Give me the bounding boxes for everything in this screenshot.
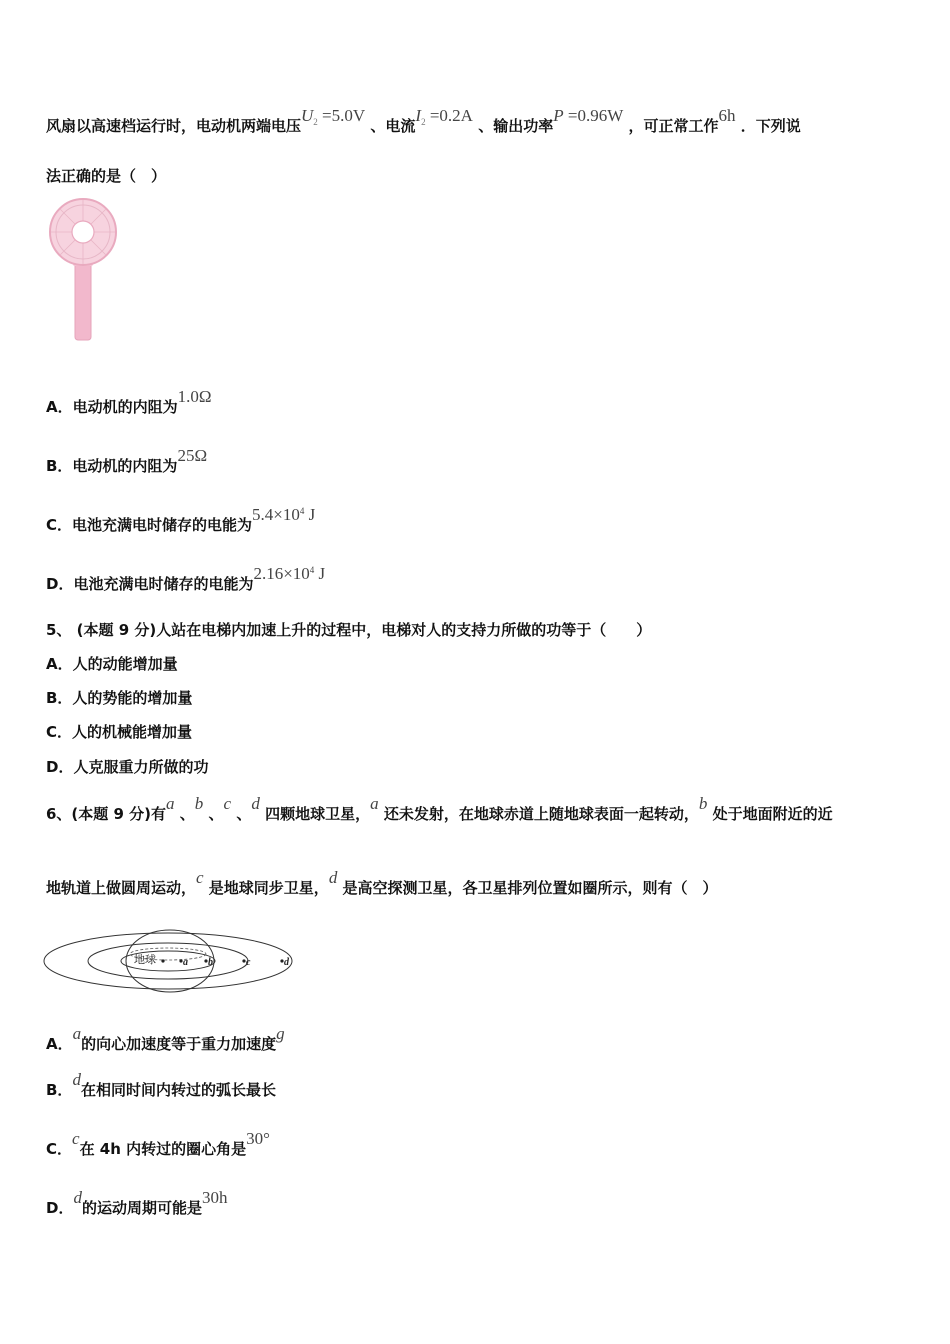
q6-stem-text-d: 处于地面附近的近 [712,805,833,823]
q4-option-c [46,505,316,535]
q4-option-d [46,564,326,594]
dot [161,959,164,962]
q4-stem-line1 [46,106,801,136]
q6-option-a-prefix: A． [46,1035,73,1053]
q5-option-b: B．人的势能的增加量 [46,689,193,707]
q4-option-d-unit: J [318,564,326,583]
handheld-fan-image [46,198,120,343]
satellite-c-symbol: c [196,868,204,887]
q6-stem-line2 [46,868,718,898]
label-c: c [246,957,251,968]
angle-value: 30° [246,1129,270,1148]
q6-option-b-text: 在相同时间内转过的弧长最长 [80,1081,276,1099]
satellite-b-symbol: b [194,794,204,813]
current-value: =0.2A [429,106,473,125]
q6-option-c-var: c [72,1129,80,1148]
period-value: 30h [201,1188,228,1207]
q6-option-a-text: 的向心加速度等于重力加速度 [81,1035,277,1053]
q5-option-c: C．人的机械能增加量 [46,723,193,741]
q4-stem-text-c: 、输出功率 [478,117,554,135]
voltage-formula: $U_2 =5.0V$ [301,106,366,127]
q4-option-a-value: 1.0Ω [177,387,212,406]
satellite-a-symbol: a [370,794,379,813]
gravity-symbol: g [276,1024,285,1043]
q4-option-b-label: B．电动机的内阻为 [46,457,178,475]
q6-option-d-text: 的运动周期可能是 [81,1199,202,1217]
q6-option-c [46,1129,270,1159]
separator: 、 [236,805,252,823]
q4-stem-text-d: ，可正常工作 [628,117,719,135]
q4-option-a [46,387,212,417]
satellite-d-symbol: d [251,794,260,813]
power-formula: P =0.96W [553,106,624,125]
q4-option-c-mantissa: 5.4×10 [252,505,300,524]
q4-option-d-value [253,564,325,583]
q6-stem-line1 [46,794,833,824]
satellite-c-symbol: c [223,794,232,813]
q6-stem-text-b: 四颗地球卫星， [265,805,371,823]
satellite-a-symbol: a [166,794,175,813]
power-value: =0.96W [567,106,624,125]
q4-stem-text-b: 、电流 [370,117,416,135]
q6-option-c-text: 在 4h 内转过的圈心角是 [79,1140,247,1158]
q6-option-d-var: d [73,1188,82,1207]
q4-stem-text-e: ．下列说 [740,117,801,135]
q6-stem-text-f: 是地球同步卫星， [208,879,329,897]
q6-option-c-prefix: C． [46,1140,73,1158]
orbit-d [44,933,292,989]
q4-option-d-mantissa: 2.16×10 [253,564,310,583]
q4-stem-text-a: 风扇以高速档运行时，电动机两端电压 [46,117,302,135]
satellite-d-symbol: d [328,868,338,887]
q6-option-a [46,1024,285,1054]
q4-option-c-exponent: 4 [299,506,305,516]
q4-option-b [46,446,208,476]
q4-stem-line2: 法正确的是（ ） [46,167,167,185]
orbit-c [88,943,248,979]
label-b: b [208,957,213,968]
satellite-b-symbol: b [698,794,708,813]
q6-option-a-var: a [72,1024,82,1043]
q6-option-b-prefix: B． [46,1081,73,1099]
q6-stem-text-g: 是高空探测卫星，各卫星排列位置如圈所示，则有（ ） [342,879,718,897]
q4-option-b-value: 25Ω [177,446,208,465]
work-time: 6h [718,106,736,125]
label-a: a [183,957,188,968]
earth-label: 地球 [134,954,156,966]
q5-stem: 5、 (本题 9 分)人站在电梯内加速上升的过程中，电梯对人的支持力所做的功等于（ ） [46,621,652,639]
q6-stem-text-a: 6、(本题 9 分)有 [46,805,167,823]
q4-option-c-label: C．电池充满电时储存的电能为 [46,516,253,534]
q5-option-d: D．人克服重力所做的功 [46,758,209,776]
q6-option-b [46,1070,276,1100]
q4-option-a-label: A．电动机的内阻为 [46,398,178,416]
q6-option-d-prefix: D． [46,1199,74,1217]
satellite-orbit-diagram [40,928,300,998]
q6-option-d [46,1188,228,1218]
separator: 、 [208,805,224,823]
q4-option-d-exponent: 4 [309,565,315,575]
voltage-value: =5.0V [322,106,366,125]
label-d: d [284,957,289,968]
current-formula: $I_2 =0.2A$ [415,106,473,127]
q4-option-d-label: D．电池充满电时储存的电能为 [46,575,254,593]
q6-stem-text-c: 还未发射，在地球赤道上随地球表面一起转动， [383,805,699,823]
separator: 、 [179,805,195,823]
q6-stem-text-e: 地轨道上做圆周运动， [46,879,197,897]
q5-option-a: A．人的动能增加量 [46,655,178,673]
q4-option-c-unit: J [308,505,316,524]
q4-option-c-value [252,505,315,524]
q6-option-b-var: d [72,1070,81,1089]
